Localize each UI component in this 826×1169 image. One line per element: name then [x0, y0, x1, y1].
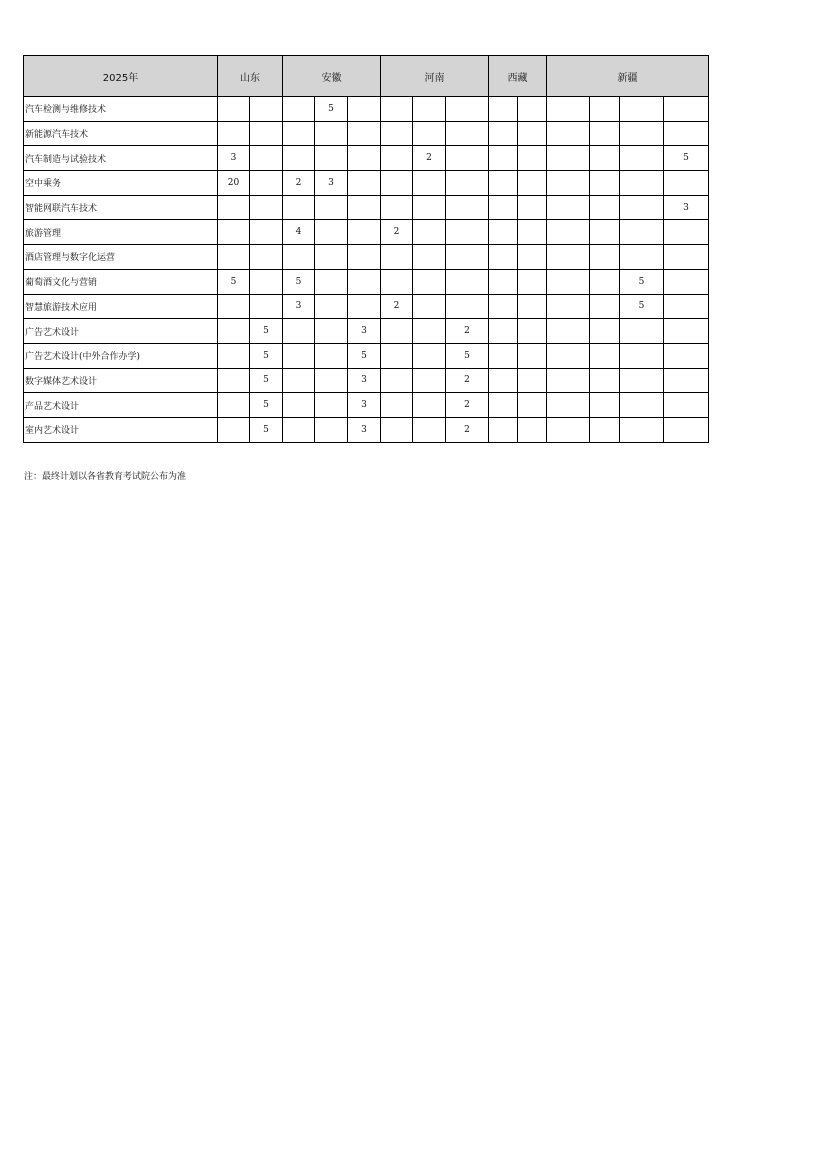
major-name: 汽车制造与试验技术: [24, 146, 218, 171]
quota-cell: [218, 368, 250, 393]
quota-cell: [413, 171, 446, 196]
header-row: [24, 56, 709, 97]
footnote: 注：最终计划以各省教育考试院公布为准: [24, 472, 187, 482]
major-name: 葡萄酒文化与营销: [24, 269, 218, 294]
quota-cell: 2: [381, 220, 413, 245]
quota-cell: [381, 393, 413, 418]
quota-cell: [664, 171, 709, 196]
quota-cell: [315, 393, 348, 418]
table-row: [24, 195, 709, 220]
table-row: [24, 97, 709, 122]
major-name: 智能网联汽车技术: [24, 195, 218, 220]
quota-cell: [590, 121, 620, 146]
quota-cell: [547, 97, 590, 122]
quota-cell: [590, 294, 620, 319]
quota-cell: [620, 319, 664, 344]
quota-cell: [547, 245, 590, 270]
quota-cell: [590, 368, 620, 393]
quota-cell: [348, 171, 381, 196]
quota-cell: [250, 121, 283, 146]
quota-cell: [250, 171, 283, 196]
table-row: [24, 121, 709, 146]
quota-cell: [620, 343, 664, 368]
enrollment-plan-table: [23, 55, 709, 443]
quota-cell: [348, 121, 381, 146]
quota-cell: [590, 195, 620, 220]
quota-cell: [664, 368, 709, 393]
major-name: 室内艺术设计: [24, 417, 218, 442]
quota-cell: 2: [381, 294, 413, 319]
quota-cell: [547, 319, 590, 344]
quota-cell: 5: [250, 417, 283, 442]
quota-cell: [413, 195, 446, 220]
quota-cell: [664, 393, 709, 418]
quota-cell: [283, 393, 315, 418]
major-name: 智慧旅游技术应用: [24, 294, 218, 319]
quota-cell: [590, 171, 620, 196]
quota-cell: 3: [348, 368, 381, 393]
quota-cell: [446, 97, 489, 122]
major-name: 数字媒体艺术设计: [24, 368, 218, 393]
quota-cell: [518, 121, 547, 146]
quota-cell: [664, 97, 709, 122]
quota-cell: [446, 220, 489, 245]
table-row: [24, 368, 709, 393]
quota-cell: 3: [348, 319, 381, 344]
quota-cell: [381, 146, 413, 171]
quota-cell: 5: [620, 294, 664, 319]
quota-cell: [489, 146, 518, 171]
quota-cell: [489, 417, 518, 442]
quota-cell: [348, 195, 381, 220]
quota-cell: [518, 146, 547, 171]
quota-cell: [315, 417, 348, 442]
quota-cell: [518, 368, 547, 393]
quota-cell: [413, 294, 446, 319]
quota-cell: [547, 368, 590, 393]
quota-cell: [489, 121, 518, 146]
quota-cell: [547, 393, 590, 418]
quota-cell: [489, 195, 518, 220]
quota-cell: [413, 368, 446, 393]
quota-cell: 3: [218, 146, 250, 171]
major-name: 广告艺术设计: [24, 319, 218, 344]
quota-cell: [315, 220, 348, 245]
quota-cell: [315, 319, 348, 344]
quota-cell: 2: [413, 146, 446, 171]
quota-cell: [547, 146, 590, 171]
quota-cell: 20: [218, 171, 250, 196]
quota-cell: [489, 245, 518, 270]
quota-cell: [283, 245, 315, 270]
quota-cell: [315, 146, 348, 171]
major-name: 产品艺术设计: [24, 393, 218, 418]
major-name: 旅游管理: [24, 220, 218, 245]
quota-cell: [590, 97, 620, 122]
quota-cell: 5: [250, 393, 283, 418]
quota-cell: [250, 220, 283, 245]
quota-cell: [413, 97, 446, 122]
major-name: 新能源汽车技术: [24, 121, 218, 146]
quota-cell: [489, 343, 518, 368]
province-header: 山东: [218, 56, 283, 97]
quota-cell: [590, 146, 620, 171]
quota-cell: [218, 319, 250, 344]
quota-cell: [381, 245, 413, 270]
quota-cell: [620, 121, 664, 146]
quota-cell: [518, 269, 547, 294]
quota-cell: [620, 97, 664, 122]
quota-cell: [518, 393, 547, 418]
quota-cell: 3: [315, 171, 348, 196]
quota-cell: [489, 97, 518, 122]
table-row: [24, 319, 709, 344]
quota-cell: [518, 245, 547, 270]
quota-cell: [218, 97, 250, 122]
quota-cell: [381, 368, 413, 393]
major-name: 广告艺术设计(中外合作办学): [24, 343, 218, 368]
quota-cell: [446, 171, 489, 196]
table-row: [24, 417, 709, 442]
quota-cell: [381, 269, 413, 294]
quota-cell: [218, 343, 250, 368]
quota-cell: [218, 245, 250, 270]
table-row: [24, 220, 709, 245]
quota-cell: [489, 368, 518, 393]
major-name: 空中乘务: [24, 171, 218, 196]
quota-cell: [446, 294, 489, 319]
major-name: 汽车检测与维修技术: [24, 97, 218, 122]
quota-cell: [664, 220, 709, 245]
quota-cell: [620, 220, 664, 245]
quota-cell: [590, 245, 620, 270]
quota-cell: [250, 294, 283, 319]
quota-cell: [518, 343, 547, 368]
quota-cell: [413, 343, 446, 368]
quota-cell: 3: [283, 294, 315, 319]
quota-cell: [315, 294, 348, 319]
quota-cell: [620, 368, 664, 393]
quota-cell: [381, 319, 413, 344]
quota-cell: [381, 195, 413, 220]
quota-cell: [664, 294, 709, 319]
quota-cell: [664, 245, 709, 270]
quota-cell: [590, 393, 620, 418]
quota-cell: 5: [664, 146, 709, 171]
quota-cell: [315, 368, 348, 393]
quota-cell: [664, 121, 709, 146]
quota-cell: [518, 220, 547, 245]
quota-cell: [547, 121, 590, 146]
quota-cell: [250, 97, 283, 122]
quota-cell: [620, 146, 664, 171]
quota-cell: [283, 343, 315, 368]
quota-cell: [620, 195, 664, 220]
quota-cell: [218, 121, 250, 146]
quota-cell: [348, 220, 381, 245]
quota-cell: 5: [446, 343, 489, 368]
quota-cell: [315, 343, 348, 368]
quota-cell: [518, 319, 547, 344]
quota-cell: 2: [446, 319, 489, 344]
quota-cell: 5: [348, 343, 381, 368]
quota-cell: 5: [620, 269, 664, 294]
quota-cell: [590, 343, 620, 368]
quota-cell: [446, 195, 489, 220]
quota-cell: [547, 417, 590, 442]
quota-cell: [218, 294, 250, 319]
quota-cell: [547, 343, 590, 368]
quota-cell: [489, 171, 518, 196]
quota-cell: [446, 121, 489, 146]
quota-cell: [590, 417, 620, 442]
quota-cell: 2: [446, 417, 489, 442]
quota-cell: 2: [446, 393, 489, 418]
quota-cell: [348, 146, 381, 171]
table-row: [24, 343, 709, 368]
quota-cell: [250, 269, 283, 294]
quota-cell: [218, 417, 250, 442]
quota-cell: [283, 97, 315, 122]
quota-cell: [218, 393, 250, 418]
quota-cell: [413, 417, 446, 442]
table-row: [24, 393, 709, 418]
quota-cell: [446, 269, 489, 294]
quota-cell: [348, 245, 381, 270]
quota-cell: [518, 171, 547, 196]
quota-cell: [547, 294, 590, 319]
quota-cell: [518, 97, 547, 122]
table-row: [24, 245, 709, 270]
quota-cell: [489, 220, 518, 245]
quota-cell: [348, 97, 381, 122]
table-body: [24, 97, 709, 443]
quota-cell: [413, 269, 446, 294]
quota-cell: [283, 319, 315, 344]
quota-cell: [315, 195, 348, 220]
quota-cell: [315, 245, 348, 270]
quota-cell: [590, 319, 620, 344]
quota-cell: [664, 343, 709, 368]
quota-cell: [489, 319, 518, 344]
quota-cell: [283, 195, 315, 220]
quota-cell: [315, 121, 348, 146]
province-header: 新疆: [547, 56, 709, 97]
quota-cell: [620, 417, 664, 442]
quota-cell: [547, 269, 590, 294]
quota-cell: [381, 417, 413, 442]
quota-cell: 5: [315, 97, 348, 122]
quota-cell: [381, 171, 413, 196]
corner-header: 2025年: [24, 56, 218, 97]
quota-cell: [620, 171, 664, 196]
quota-cell: [489, 269, 518, 294]
quota-cell: [590, 220, 620, 245]
quota-cell: 3: [348, 417, 381, 442]
quota-cell: 2: [283, 171, 315, 196]
quota-cell: [413, 393, 446, 418]
quota-cell: [381, 121, 413, 146]
quota-cell: [283, 368, 315, 393]
quota-cell: [283, 146, 315, 171]
major-name: 酒店管理与数字化运营: [24, 245, 218, 270]
quota-cell: 5: [250, 368, 283, 393]
province-header: 河南: [381, 56, 489, 97]
quota-cell: [250, 146, 283, 171]
table-row: [24, 294, 709, 319]
quota-cell: [250, 195, 283, 220]
quota-cell: [620, 393, 664, 418]
quota-cell: [413, 220, 446, 245]
quota-cell: [518, 417, 547, 442]
quota-cell: [664, 269, 709, 294]
quota-cell: [446, 146, 489, 171]
quota-cell: [348, 269, 381, 294]
quota-cell: 2: [446, 368, 489, 393]
quota-cell: [381, 343, 413, 368]
quota-cell: [381, 97, 413, 122]
table-row: [24, 269, 709, 294]
quota-cell: [547, 220, 590, 245]
quota-cell: [620, 245, 664, 270]
quota-cell: [283, 121, 315, 146]
quota-cell: 4: [283, 220, 315, 245]
quota-cell: [664, 319, 709, 344]
quota-cell: [446, 245, 489, 270]
quota-cell: [283, 417, 315, 442]
quota-cell: [413, 121, 446, 146]
quota-cell: [664, 417, 709, 442]
province-header: 西藏: [489, 56, 547, 97]
quota-cell: [590, 269, 620, 294]
quota-cell: [218, 220, 250, 245]
table-row: [24, 146, 709, 171]
quota-cell: 5: [218, 269, 250, 294]
quota-cell: [413, 245, 446, 270]
quota-cell: 5: [250, 319, 283, 344]
quota-cell: [518, 195, 547, 220]
province-header: 安徽: [283, 56, 381, 97]
quota-cell: [547, 195, 590, 220]
quota-cell: 3: [664, 195, 709, 220]
quota-cell: [315, 269, 348, 294]
quota-cell: [489, 294, 518, 319]
quota-cell: [250, 245, 283, 270]
quota-cell: [489, 393, 518, 418]
quota-cell: 5: [250, 343, 283, 368]
quota-cell: 3: [348, 393, 381, 418]
table-row: [24, 171, 709, 196]
quota-cell: [518, 294, 547, 319]
quota-cell: [218, 195, 250, 220]
quota-cell: [348, 294, 381, 319]
quota-cell: 5: [283, 269, 315, 294]
quota-cell: [547, 171, 590, 196]
quota-cell: [413, 319, 446, 344]
